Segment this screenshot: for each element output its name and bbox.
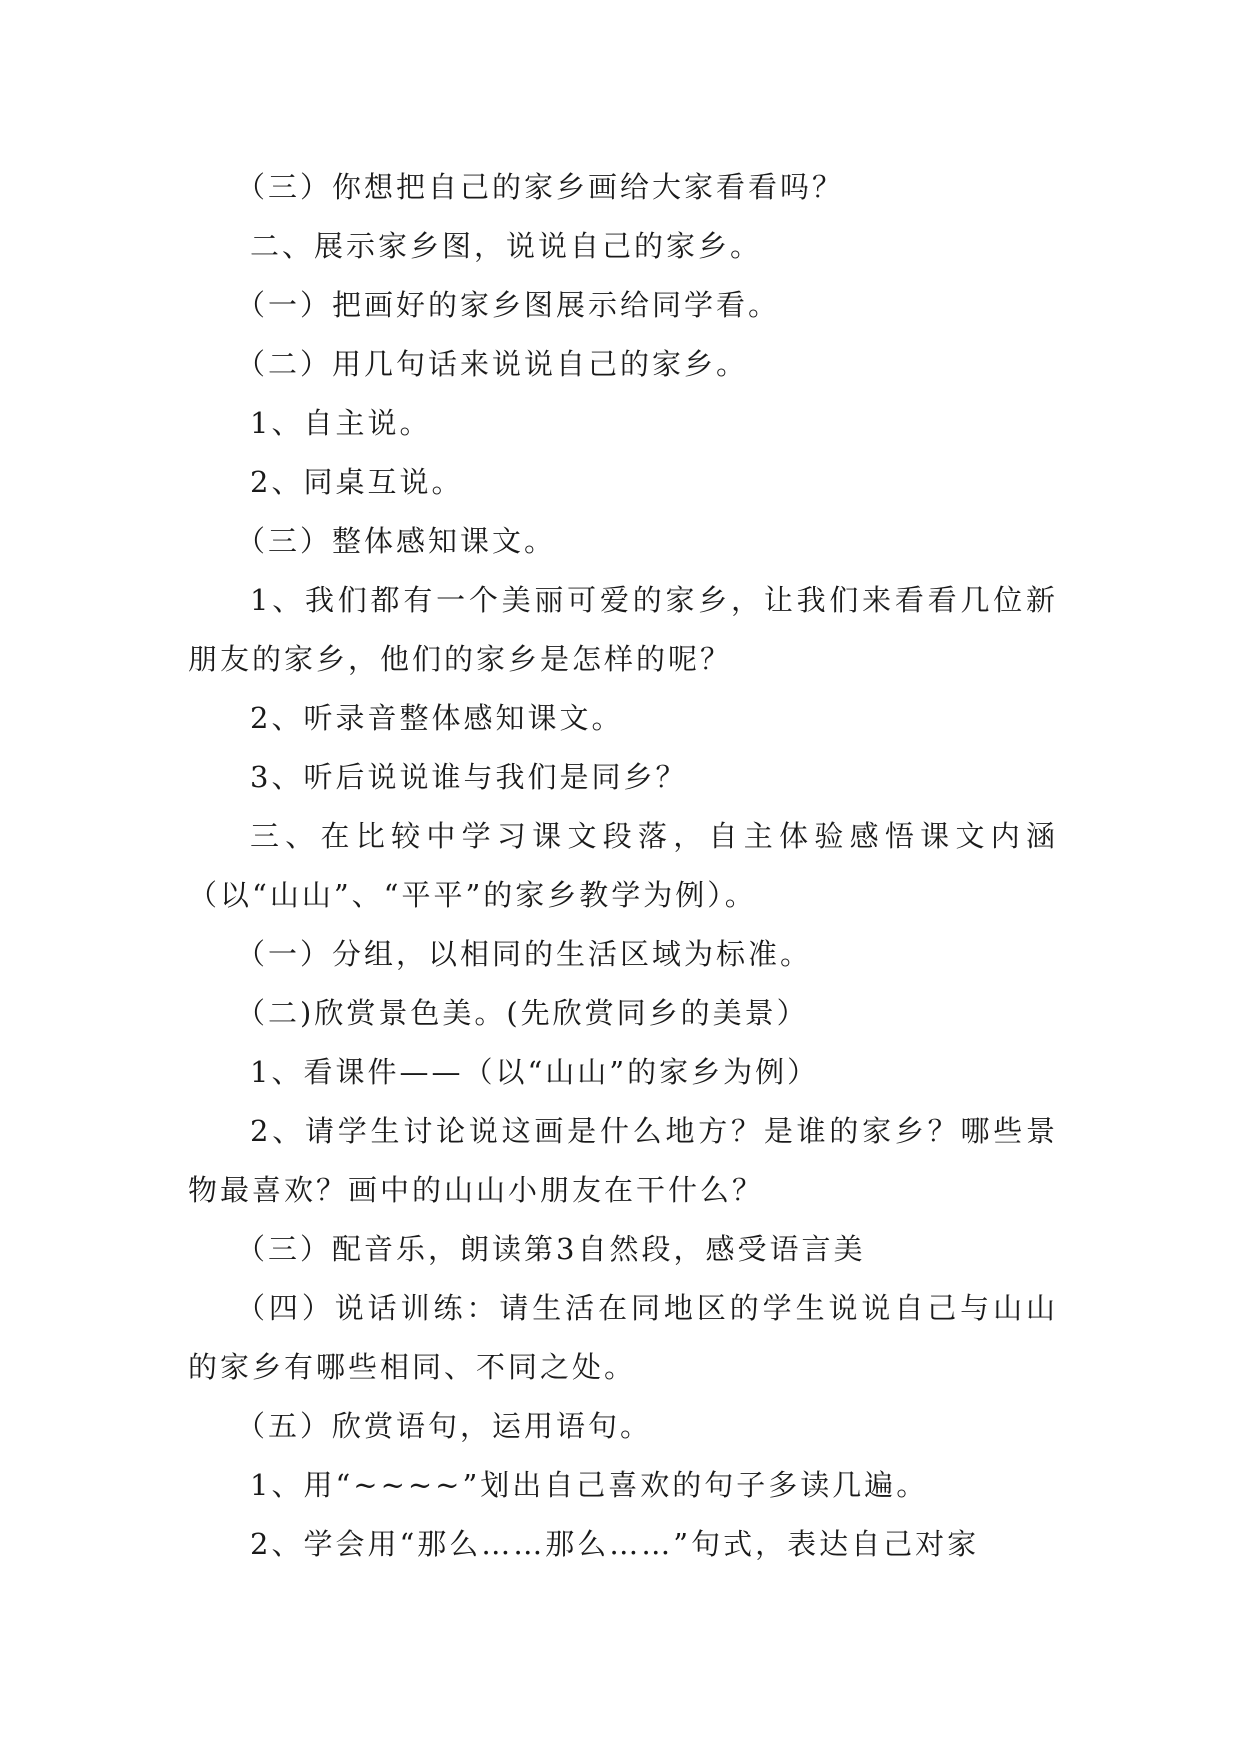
document-body [188,158,1058,1574]
list-item: 1、用“~~~~”划出自己喜欢的句子多读几遍。 [250,1468,929,1502]
paragraph: （三）你想把自己的家乡画给大家看看吗？ [236,170,845,204]
paragraph: （二）用几句话来说说自己的家乡。 [236,347,749,381]
list-item: 2、同桌互说。 [250,465,464,499]
paragraph: （三）整体感知课文。 [236,524,557,558]
list-item: 2、学会用“那么……那么……”句式，表达自己对家 [250,1527,980,1561]
paragraph: （五）欣赏语句，运用语句。 [236,1409,653,1443]
list-item: 2、听录音整体感知课文。 [250,701,624,735]
list-item: 1、自主说。 [250,406,432,440]
list-item: 1、我们都有一个美丽可爱的家乡，让我们来看看几位新朋友的家乡，他们的家乡是怎样的呢？ [188,583,1058,676]
paragraph: （三）配音乐，朗读第3自然段，感受语言美 [236,1232,866,1266]
paragraph: （一）分组，以相同的生活区域为标准。 [236,937,813,971]
paragraph: （二)欣赏景色美。(先欣赏同乡的美景） [236,996,809,1030]
paragraph: （四）说话训练：请生活在同地区的学生说说自己与山山的家乡有哪些相同、不同之处。 [188,1291,1058,1384]
paragraph: （一）把画好的家乡图展示给同学看。 [236,288,781,322]
list-item: 3、听后说说谁与我们是同乡？ [250,760,688,794]
list-item: 1、看课件——（以“山山”的家乡为例） [250,1055,820,1089]
list-item: 2、请学生讨论说这画是什么地方？是谁的家乡？哪些景物最喜欢？画中的山山小朋友在干什么？ [188,1114,1058,1207]
section-heading: 三、在比较中学习课文段落，自主体验感悟课文内涵（以“山山”、“平平”的家乡教学为例）。 [188,819,1058,912]
section-heading: 二、展示家乡图，说说自己的家乡。 [250,229,763,263]
